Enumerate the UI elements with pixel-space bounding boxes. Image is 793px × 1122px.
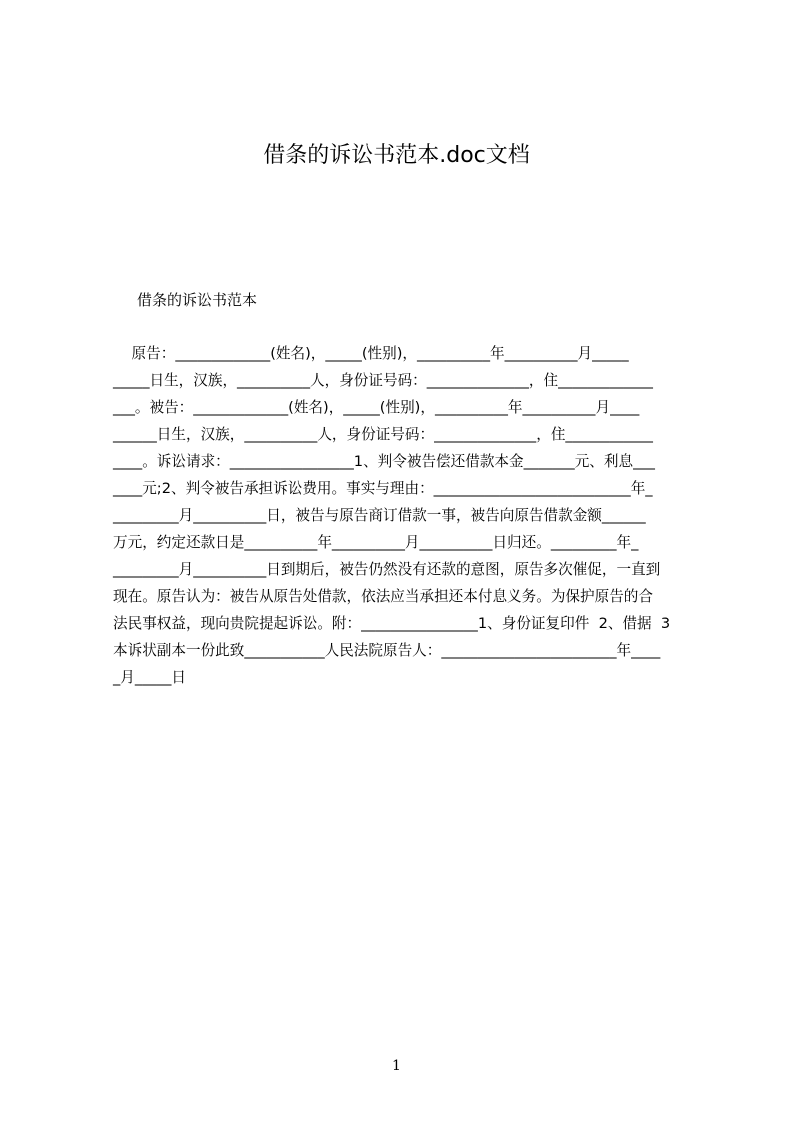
body-line: _________月__________日到期后，被告仍然没有还款的意图，原告多次催促，一直到 xyxy=(113,561,661,578)
body-line: ____元;2、判令被告承担诉讼费用。事实与理由：___________________________年_ xyxy=(113,480,653,497)
body-line: _月_____日 xyxy=(113,669,186,686)
body-line: ____。诉讼请求：_________________1、判令被告偿还借款本金_______元、利息___ xyxy=(113,453,655,470)
section-heading: 借条的诉讼书范本 xyxy=(137,291,258,309)
body-line: ___。被告：_____________(姓名)，_____(性别)，__________年__________月____ xyxy=(113,399,640,416)
page-number: 1 xyxy=(392,1058,401,1074)
body-line: ______日生，汉族，__________人，身份证号码：______________，住____________ xyxy=(113,426,653,443)
body-line: 现在。原告认为：被告从原告处借款，依法应当承担还本付息义务。为保护原告的合 xyxy=(113,588,653,605)
body-line: 万元，约定还款日是__________年__________月__________日归还。_________年_ xyxy=(113,534,639,551)
body-line: 法民事权益，现向贵院提起诉讼。附：________________1、身份证复印件 2、借据 3 xyxy=(113,615,671,632)
body-line: 原告：_____________(姓名)，_____(性别)，__________年__________月_____ xyxy=(113,345,629,362)
body-line: _____日生，汉族，__________人，身份证号码：______________，住_____________ xyxy=(113,372,653,389)
body-line: 本诉状副本一份此致___________人民法院原告人：________________________年____ xyxy=(113,642,661,659)
body-line: _________月__________日，被告与原告商订借款一事，被告向原告借款金额______ xyxy=(113,507,646,524)
document-title: 借条的诉讼书范本.doc文档 xyxy=(263,143,530,168)
